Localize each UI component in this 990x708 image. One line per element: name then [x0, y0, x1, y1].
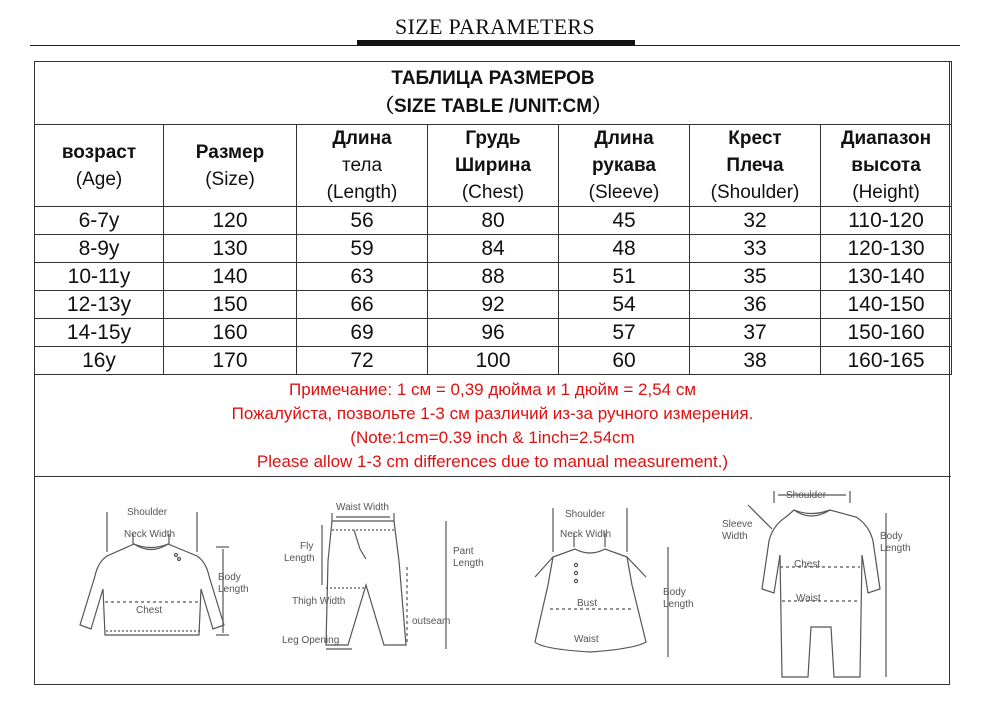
- pants-thigh-width-label: Thigh Width: [292, 596, 346, 607]
- shirt-shoulder-label: Shoulder: [127, 507, 168, 518]
- table-cell: 140-150: [821, 291, 952, 319]
- table-cell: 33: [690, 235, 821, 263]
- measurement-diagrams: [34, 476, 951, 686]
- romper-shoulder-label: Shoulder: [786, 490, 827, 501]
- table-row: [35, 235, 952, 263]
- table-cell: 100: [428, 347, 559, 375]
- table-cell: 150: [164, 291, 297, 319]
- col-header-chest: Грудь Ширина (Chest): [428, 125, 559, 207]
- col-header-age: возраст (Age): [35, 125, 164, 207]
- pants-length-label-1: Pant: [453, 546, 474, 557]
- table-cell: 37: [690, 319, 821, 347]
- dress-shoulder-label: Shoulder: [565, 509, 606, 520]
- col-header-size: Размер (Size): [164, 125, 297, 207]
- table-cell: 120-130: [821, 235, 952, 263]
- table-header-row: [35, 125, 952, 207]
- pants-fly-length-label-1: Fly: [300, 541, 314, 552]
- table-cell: 32: [690, 207, 821, 235]
- romper-waist-label: Waist: [796, 593, 821, 604]
- table-cell: 60: [559, 347, 690, 375]
- note-line-ru-2: Пожалуйста, позвольте 1-3 см различий из-за ручного измерения.: [231, 404, 754, 423]
- table-cell: 57: [559, 319, 690, 347]
- shirt-body-length-label-1: Body: [218, 572, 241, 583]
- table-cell: 88: [428, 263, 559, 291]
- table-row: [35, 291, 952, 319]
- table-cell: 38: [690, 347, 821, 375]
- romper-body-length-label-1: Body: [880, 531, 903, 542]
- col-header-height: Диапазон высота (Height): [821, 125, 952, 207]
- table-cell: 16y: [35, 347, 164, 375]
- measurement-note: [34, 373, 951, 476]
- table-cell: 8-9y: [35, 235, 164, 263]
- col-header-sleeve: Длина рукава (Sleeve): [559, 125, 690, 207]
- table-cell: 48: [559, 235, 690, 263]
- note-line-ru-1: Примечание: 1 см = 0,39 дюйма и 1 дюйм = 2,54 см: [288, 380, 697, 399]
- table-cell: 92: [428, 291, 559, 319]
- table-cell: 35: [690, 263, 821, 291]
- table-cell: 96: [428, 319, 559, 347]
- table-row: [35, 319, 952, 347]
- note-line-en-2: Please allow 1-3 cm differences due to manual measurement.): [256, 452, 729, 471]
- table-cell: 110-120: [821, 207, 952, 235]
- romper-body-length-label-2: Length: [880, 543, 911, 554]
- pants-outseam-label: outseam: [412, 616, 451, 627]
- romper-sleeve-width-label-1: Sleeve: [722, 519, 753, 530]
- table-cell: 10-11y: [35, 263, 164, 291]
- table-row: [35, 207, 952, 235]
- table-cell: 12-13y: [35, 291, 164, 319]
- table-cell: 36: [690, 291, 821, 319]
- table-cell: 160: [164, 319, 297, 347]
- table-title-en: （SIZE TABLE /UNIT:CM）: [374, 96, 612, 117]
- pants-fly-length-label-2: Length: [284, 553, 315, 564]
- measurement-diagrams-svg: [34, 477, 951, 686]
- shirt-chest-label: Chest: [136, 605, 163, 616]
- table-row: [35, 263, 952, 291]
- page-title: SIZE PARAMETERS: [395, 14, 595, 39]
- table-caption: [35, 62, 952, 125]
- col-header-length: Длина тела (Length): [297, 125, 428, 207]
- table-cell: 140: [164, 263, 297, 291]
- shirt-neck-width-label: Neck Width: [124, 529, 176, 540]
- title-underline-bar: [357, 40, 635, 46]
- table-cell: 120: [164, 207, 297, 235]
- romper-diagram: [748, 491, 886, 677]
- table-cell: 66: [297, 291, 428, 319]
- pants-leg-opening-label: Leg Opening: [282, 635, 340, 646]
- table-cell: 56: [297, 207, 428, 235]
- shirt-body-length-label-2: Length: [218, 584, 249, 595]
- pants-waist-width-label: Waist Width: [336, 502, 389, 513]
- table-cell: 59: [297, 235, 428, 263]
- table-title-ru: ТАБЛИЦА РАЗМЕРОВ: [391, 68, 595, 89]
- table-cell: 150-160: [821, 319, 952, 347]
- table-cell: 170: [164, 347, 297, 375]
- col-header-shoulder: Крест Плеча (Shoulder): [690, 125, 821, 207]
- dress-body-length-label-2: Length: [663, 599, 694, 610]
- pants-diagram: [322, 513, 446, 649]
- size-table: [34, 61, 952, 375]
- dress-bust-label: Bust: [577, 598, 598, 609]
- dress-neck-width-label: Neck Width: [560, 529, 612, 540]
- table-cell: 80: [428, 207, 559, 235]
- table-cell: 69: [297, 319, 428, 347]
- table-cell: 130: [164, 235, 297, 263]
- romper-chest-label: Chest: [794, 559, 821, 570]
- table-cell: 51: [559, 263, 690, 291]
- note-line-en-1: (Note:1cm=0.39 inch & 1inch=2.54cm: [350, 428, 635, 447]
- romper-sleeve-width-label-2: Width: [722, 531, 748, 542]
- dress-waist-label: Waist: [574, 634, 599, 645]
- table-row: [35, 347, 952, 375]
- pants-length-label-2: Length: [453, 558, 484, 569]
- table-cell: 84: [428, 235, 559, 263]
- table-cell: 6-7y: [35, 207, 164, 235]
- table-cell: 45: [559, 207, 690, 235]
- table-cell: 72: [297, 347, 428, 375]
- table-cell: 14-15y: [35, 319, 164, 347]
- table-cell: 63: [297, 263, 428, 291]
- table-cell: 130-140: [821, 263, 952, 291]
- table-cell: 54: [559, 291, 690, 319]
- table-cell: 160-165: [821, 347, 952, 375]
- dress-body-length-label-1: Body: [663, 587, 686, 598]
